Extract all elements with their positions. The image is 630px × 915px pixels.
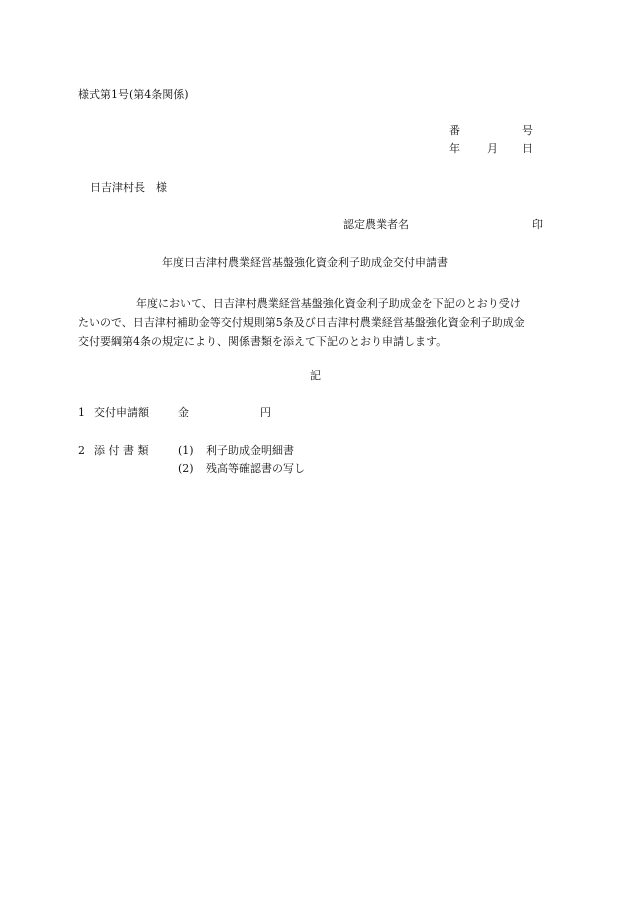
date-year: 年 — [449, 142, 460, 155]
attachment-2-num: (2) — [178, 462, 194, 475]
body-line-3: 交付要綱第4条の規定により、関係書類を添えて下記のとおり申請します。 — [78, 335, 448, 348]
application-body — [78, 294, 558, 351]
item2-label: 添 付 書 類 — [94, 444, 149, 457]
item1-label: 交付申請額 — [94, 406, 149, 419]
seal-mark: 印 — [532, 218, 543, 231]
body-line-1: 年度において、日吉津村農業経営基盤強化資金利子助成金を下記のとおり受け — [136, 297, 521, 310]
applicant-label: 認定農業者名 — [343, 218, 409, 231]
attachment-1-num: (1) — [178, 444, 194, 457]
attachment-2-text: 残高等確認書の写し — [206, 462, 305, 475]
body-line-2: たいので、日吉津村補助金等交付規則第5条及び日吉津村農業経営基盤強化資金利子助成金 — [78, 316, 525, 329]
document-title: 年度日吉津村農業経営基盤強化資金利子助成金交付申請書 — [162, 256, 448, 269]
form-number: 様式第1号(第4条関係) — [78, 88, 189, 101]
number-label-ban: 番 — [449, 124, 460, 137]
item1-number: 1 — [78, 406, 85, 419]
ki-heading: 記 — [310, 369, 321, 382]
date-day: 日 — [522, 142, 533, 155]
item1-kin: 金 — [178, 406, 189, 419]
date-month: 月 — [487, 142, 498, 155]
item1-yen: 円 — [260, 406, 271, 419]
item2-number: 2 — [78, 444, 85, 457]
number-label-go: 号 — [522, 124, 533, 137]
addressee: 日吉津村長 様 — [90, 181, 167, 194]
attachment-1-text: 利子助成金明細書 — [206, 444, 294, 457]
